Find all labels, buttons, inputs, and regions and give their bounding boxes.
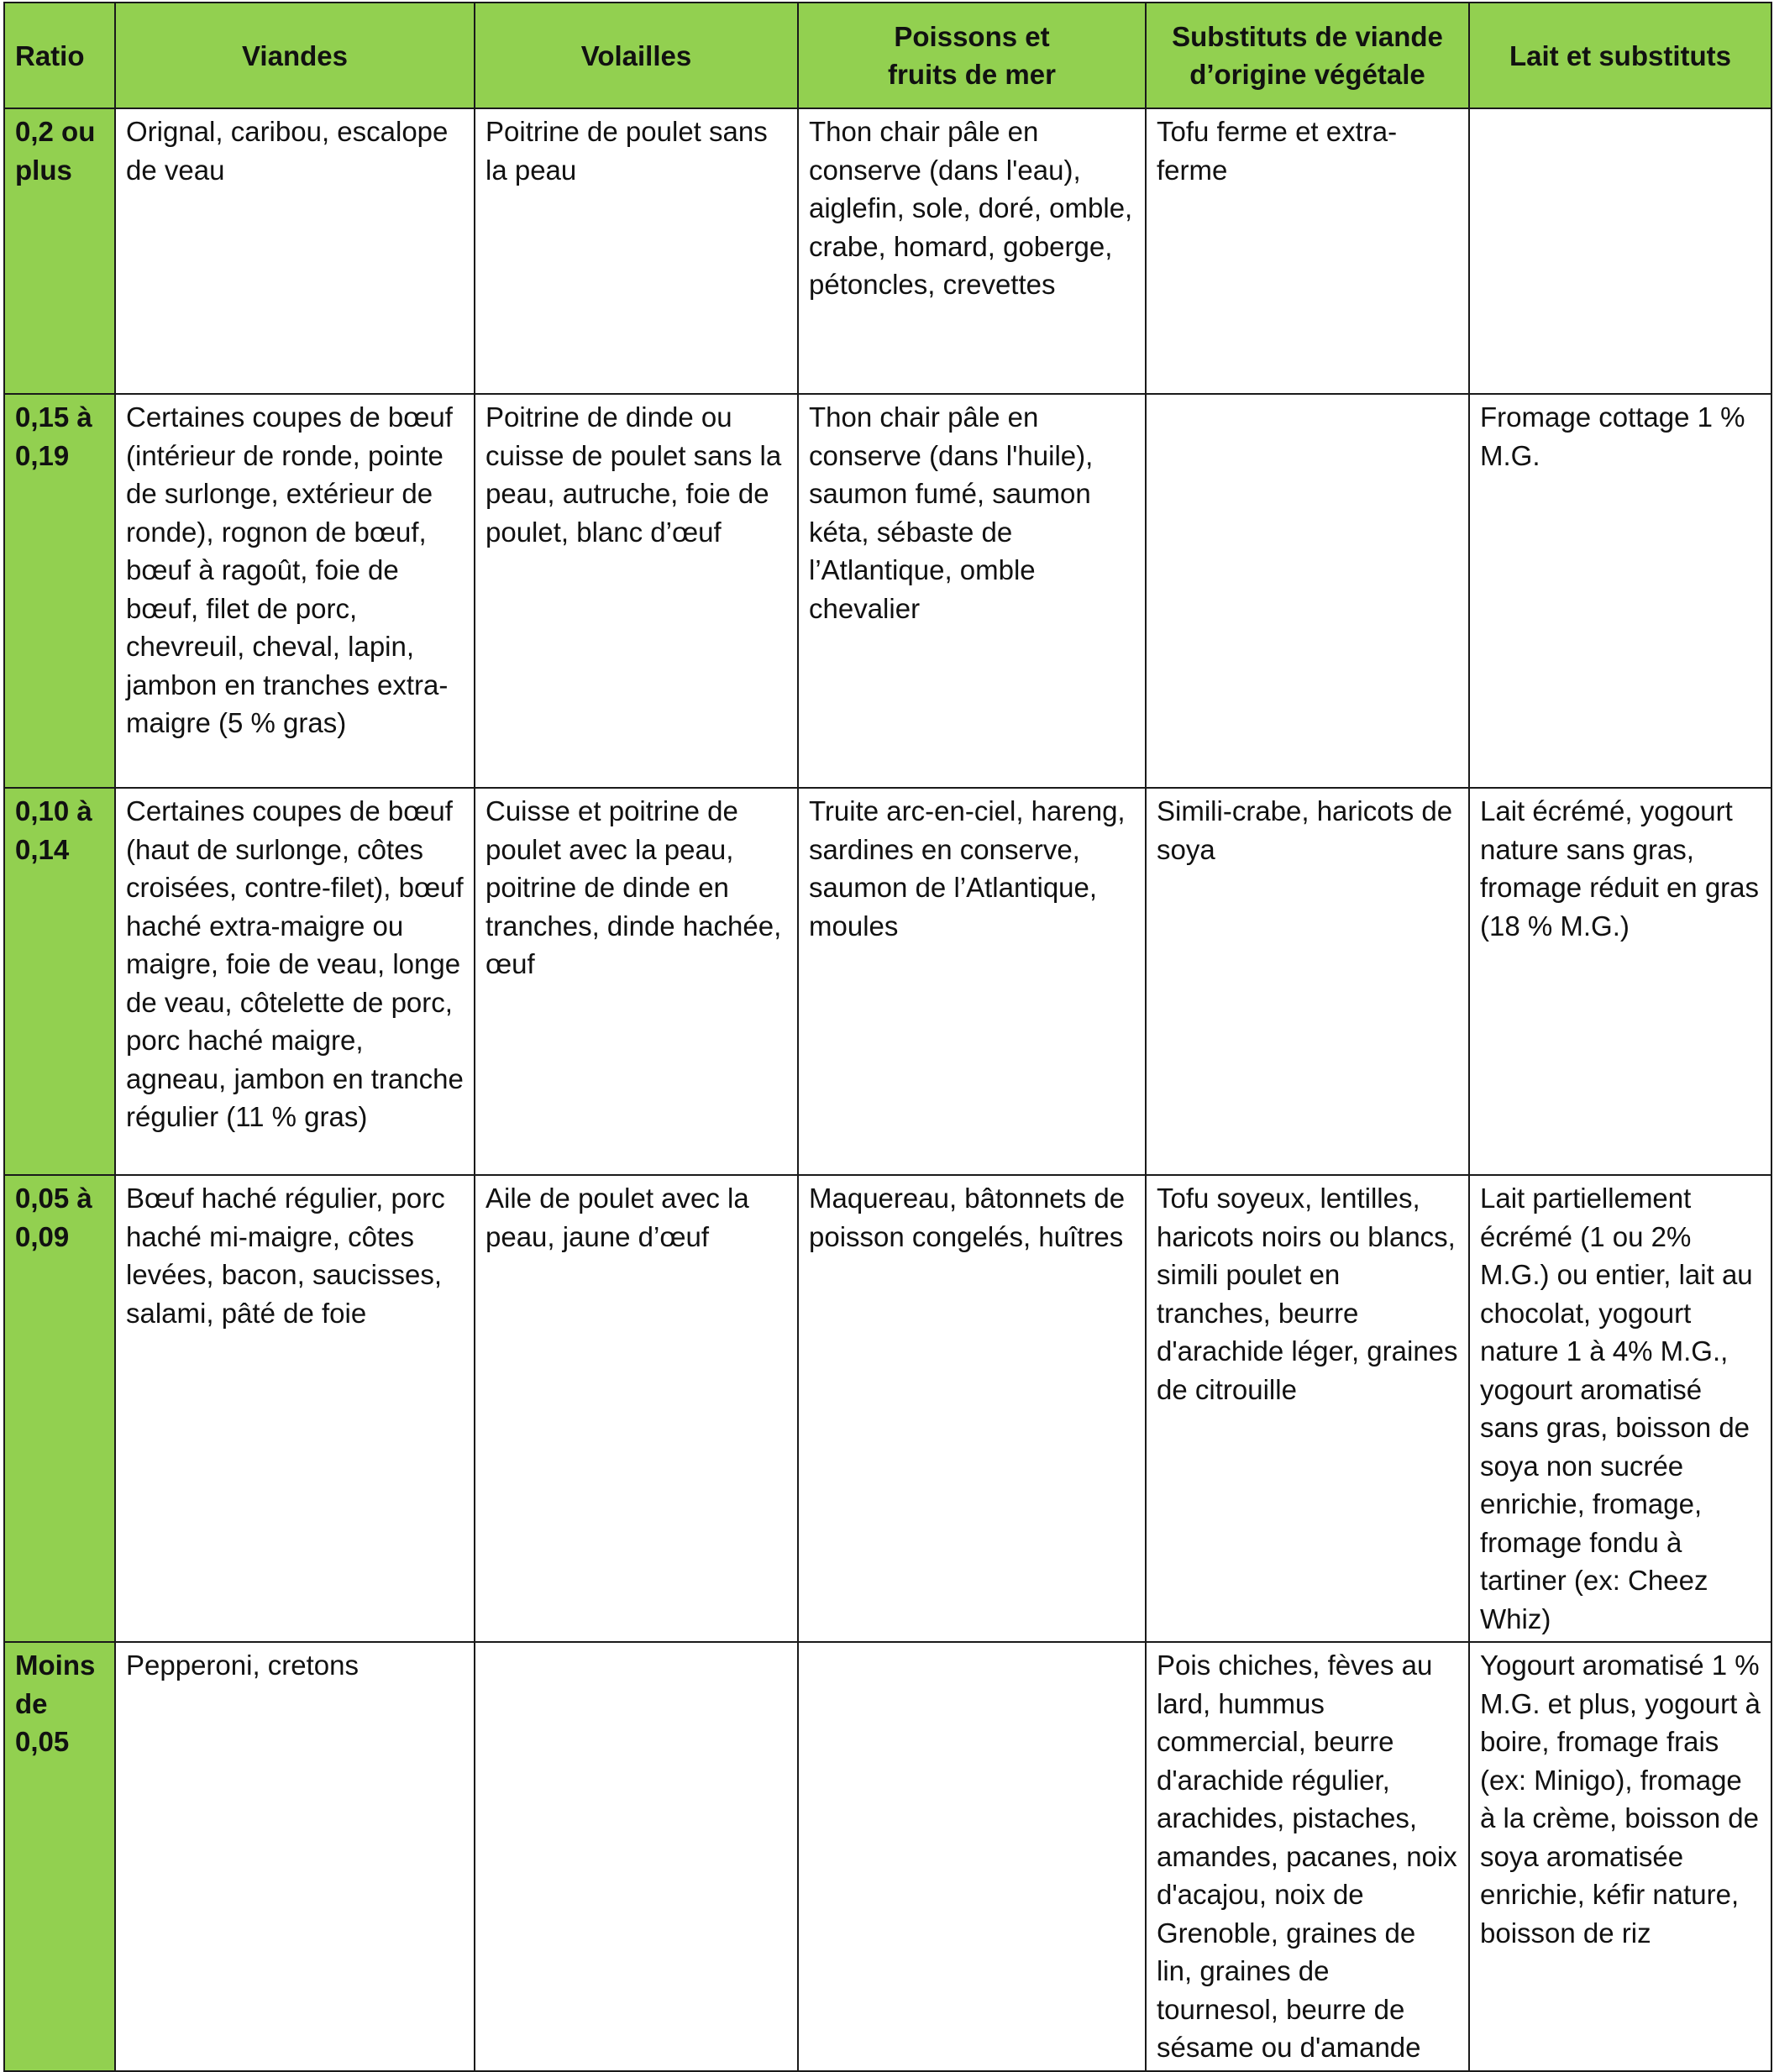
header-poissons <box>798 3 1146 108</box>
table-row <box>4 788 1771 1175</box>
table-row <box>4 1175 1771 1642</box>
header-substituts <box>1146 3 1469 108</box>
cell-viandes: Orignal, caribou, escalope de veau <box>115 108 475 394</box>
cell-substituts: Simili-crabe, haricots de soya <box>1146 788 1469 1175</box>
cell-substituts: Tofu soyeux, lentilles, haricots noirs ou blancs, simili poulet en tranches, beurre d'arachide léger, graines de citrouille <box>1146 1175 1469 1642</box>
cell-poissons <box>798 1642 1146 2071</box>
ratio-cell: Moins de 0,05 <box>4 1642 115 2071</box>
cell-poissons: Truite arc-en-ciel, hareng, sardines en conserve, saumon de l’Atlantique, moules <box>798 788 1146 1175</box>
cell-volailles: Aile de poulet avec la peau, jaune d’œuf <box>475 1175 798 1642</box>
cell-volailles <box>475 1642 798 2071</box>
cell-viandes: Pepperoni, cretons <box>115 1642 475 2071</box>
cell-substituts <box>1146 394 1469 788</box>
cell-viandes: Certaines coupes de bœuf (haut de surlonge, côtes croisées, contre-filet), bœuf haché extra-maigre ou maigre, foie de veau, longe de veau, côtelette de porc, porc haché maigre, agneau, jambon en tranche régulier (11 % gras) <box>115 788 475 1175</box>
table-header <box>4 3 1771 108</box>
header-substituts-label: Substituts de viande d’origine végétale <box>1172 21 1443 90</box>
cell-substituts: Pois chiches, fèves au lard, hummus commercial, beurre d'arachide régulier, arachides, pistaches, amandes, pacanes, noix d'acajou, noix de Grenoble, graines de lin, graines de tournesol, beurre de sésame ou d'amande <box>1146 1642 1469 2071</box>
ratio-table <box>3 2 1772 2072</box>
cell-substituts: Tofu ferme et extra-ferme <box>1146 108 1469 394</box>
cell-volailles: Cuisse et poitrine de poulet avec la peau, poitrine de dinde en tranches, dinde hachée, œuf <box>475 788 798 1175</box>
cell-viandes: Bœuf haché régulier, porc haché mi-maigre, côtes levées, bacon, saucisses, salami, pâté de foie <box>115 1175 475 1642</box>
cell-volailles: Poitrine de poulet sans la peau <box>475 108 798 394</box>
cell-poissons: Thon chair pâle en conserve (dans l'eau), aiglefin, sole, doré, omble, crabe, homard, goberge, pétoncles, crevettes <box>798 108 1146 394</box>
ratio-cell: 0,05 à 0,09 <box>4 1175 115 1642</box>
table-row <box>4 108 1771 394</box>
cell-volailles: Poitrine de dinde ou cuisse de poulet sans la peau, autruche, foie de poulet, blanc d’œuf <box>475 394 798 788</box>
table-body <box>4 108 1771 2071</box>
header-viandes: Viandes <box>115 3 475 108</box>
header-lait: Lait et substituts <box>1469 3 1771 108</box>
cell-poissons: Thon chair pâle en conserve (dans l'huile), saumon fumé, saumon kéta, sébaste de l’Atlantique, omble chevalier <box>798 394 1146 788</box>
header-volailles: Volailles <box>475 3 798 108</box>
cell-lait <box>1469 108 1771 394</box>
header-ratio: Ratio <box>4 3 115 108</box>
header-row <box>4 3 1771 108</box>
table-row <box>4 394 1771 788</box>
cell-lait: Yogourt aromatisé 1 % M.G. et plus, yogourt à boire, fromage frais (ex: Minigo), fromage à la crème, boisson de soya aromatisée enrichie, kéfir nature, boisson de riz <box>1469 1642 1771 2071</box>
ratio-cell: 0,2 ou plus <box>4 108 115 394</box>
cell-lait: Lait écrémé, yogourt nature sans gras, fromage réduit en gras (18 % M.G.) <box>1469 788 1771 1175</box>
ratio-cell: 0,15 à 0,19 <box>4 394 115 788</box>
header-poissons-label: Poissons et fruits de mer <box>888 21 1056 90</box>
cell-lait: Fromage cottage 1 % M.G. <box>1469 394 1771 788</box>
cell-viandes: Certaines coupes de bœuf (intérieur de ronde, pointe de surlonge, extérieur de ronde), rognon de bœuf, bœuf à ragoût, foie de bœuf, filet de porc, chevreuil, cheval, lapin, jambon en tranches extra-maigre (5 % gras) <box>115 394 475 788</box>
cell-lait: Lait partiellement écrémé (1 ou 2% M.G.) ou entier, lait au chocolat, yogourt nature 1 à 4% M.G., yogourt aromatisé sans gras, boisson de soya non sucrée enrichie, fromage, fromage fondu à tartiner (ex: Cheez Whiz) <box>1469 1175 1771 1642</box>
table-row <box>4 1642 1771 2071</box>
cell-poissons: Maquereau, bâtonnets de poisson congelés, huîtres <box>798 1175 1146 1642</box>
ratio-cell: 0,10 à 0,14 <box>4 788 115 1175</box>
